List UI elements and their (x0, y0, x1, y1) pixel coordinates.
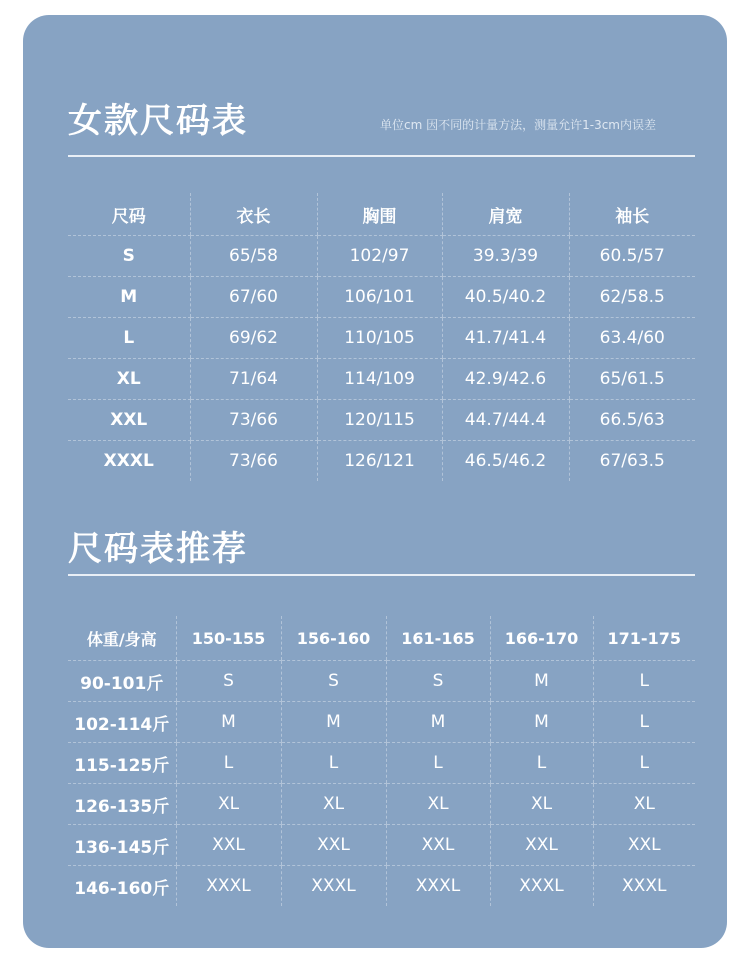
recommend-row (68, 702, 695, 743)
header-height-166-170: 166-170 (490, 616, 593, 661)
table-cell: XXXL (386, 866, 490, 907)
recommend-row (68, 784, 695, 825)
header-weight-height: 体重/身高 (68, 616, 176, 661)
row-label: 90-101斤 (68, 661, 176, 702)
size-chart-row (68, 277, 695, 318)
row-label: XXXL (103, 451, 154, 471)
recommend-table (68, 616, 695, 906)
table-cell: XXL (593, 825, 695, 866)
size-chart-divider (68, 155, 695, 157)
table-cell: 120/115 (317, 400, 442, 441)
size-chart-row (68, 441, 695, 482)
table-cell: XXL (281, 825, 386, 866)
header-chest: 胸围 (317, 193, 442, 236)
table-cell: 73/66 (190, 441, 317, 482)
recommend-divider (68, 574, 695, 576)
table-cell: M (176, 702, 281, 743)
table-cell: M (386, 702, 490, 743)
table-cell: 106/101 (317, 277, 442, 318)
row-label: S (68, 236, 190, 277)
table-cell: 66.5/63 (569, 400, 695, 441)
table-cell: S (176, 661, 281, 702)
header-shoulder: 肩宽 (442, 193, 569, 236)
row-label: XL (68, 359, 190, 400)
size-chart-title: 女款尺码表 (68, 101, 248, 141)
row-label: 136-145斤 (68, 825, 176, 866)
table-cell: L (593, 702, 695, 743)
table-cell: 60.5/57 (569, 236, 695, 277)
table-cell: XXXL (176, 866, 281, 907)
table-cell: 67/60 (190, 277, 317, 318)
recommend-title: 尺码表推荐 (68, 529, 248, 569)
size-card (23, 15, 727, 948)
header-height-161-165: 161-165 (386, 616, 490, 661)
row-label: 126-135斤 (68, 784, 176, 825)
table-cell: 62/58.5 (569, 277, 695, 318)
table-cell: XXL (386, 825, 490, 866)
recommend-header-row (68, 616, 695, 661)
table-cell: L (386, 743, 490, 784)
table-cell: S (281, 661, 386, 702)
table-cell: L (176, 743, 281, 784)
table-cell: M (490, 661, 593, 702)
table-cell: XXL (490, 825, 593, 866)
table-cell: L (593, 661, 695, 702)
row-label: XXL (68, 400, 190, 441)
table-cell: XXXL (593, 866, 695, 907)
table-cell: XL (176, 784, 281, 825)
row-label: 146-160斤 (74, 878, 170, 899)
table-cell: 65/58 (190, 236, 317, 277)
table-cell: 71/64 (190, 359, 317, 400)
table-cell: 114/109 (317, 359, 442, 400)
size-chart-row (68, 318, 695, 359)
table-cell: 44.7/44.4 (442, 400, 569, 441)
table-cell: L (281, 743, 386, 784)
table-cell: 63.4/60 (569, 318, 695, 359)
table-cell: L (593, 743, 695, 784)
table-cell: 39.3/39 (442, 236, 569, 277)
header-size: 尺码 (68, 193, 190, 236)
header-height-150-155: 150-155 (176, 616, 281, 661)
table-cell: XL (281, 784, 386, 825)
table-cell: 69/62 (190, 318, 317, 359)
table-cell: XXXL (281, 866, 386, 907)
size-chart-header-row (68, 193, 695, 236)
table-cell: M (281, 702, 386, 743)
header-length: 衣长 (190, 193, 317, 236)
table-cell: XXL (176, 825, 281, 866)
header-sleeve: 袖长 (569, 193, 695, 236)
table-cell: S (386, 661, 490, 702)
recommend-row (68, 825, 695, 866)
table-cell: 42.9/42.6 (442, 359, 569, 400)
recommend-row (68, 866, 695, 907)
table-cell: L (490, 743, 593, 784)
table-cell: 46.5/46.2 (442, 441, 569, 482)
header-height-171-175: 171-175 (593, 616, 695, 661)
table-cell: 126/121 (317, 441, 442, 482)
table-cell: 40.5/40.2 (442, 277, 569, 318)
table-cell: 67/63.5 (569, 441, 695, 482)
recommend-row (68, 661, 695, 702)
table-cell: 73/66 (190, 400, 317, 441)
size-chart-table (68, 193, 695, 481)
size-chart-row (68, 359, 695, 400)
measurement-note: 单位cm 因不同的计量方法，测量允许1-3cm内误差 (380, 118, 656, 132)
size-chart-row (68, 236, 695, 277)
recommend-row (68, 743, 695, 784)
table-cell: XL (490, 784, 593, 825)
table-cell: M (490, 702, 593, 743)
table-cell: 110/105 (317, 318, 442, 359)
table-cell: 41.7/41.4 (442, 318, 569, 359)
size-chart-row (68, 400, 695, 441)
row-label: 102-114斤 (68, 702, 176, 743)
table-cell: 65/61.5 (569, 359, 695, 400)
header-height-156-160: 156-160 (281, 616, 386, 661)
table-cell: XL (386, 784, 490, 825)
row-label: 115-125斤 (68, 743, 176, 784)
table-cell: XL (593, 784, 695, 825)
table-cell: XXXL (490, 866, 593, 907)
row-label: M (68, 277, 190, 318)
table-cell: 102/97 (317, 236, 442, 277)
row-label: L (68, 318, 190, 359)
